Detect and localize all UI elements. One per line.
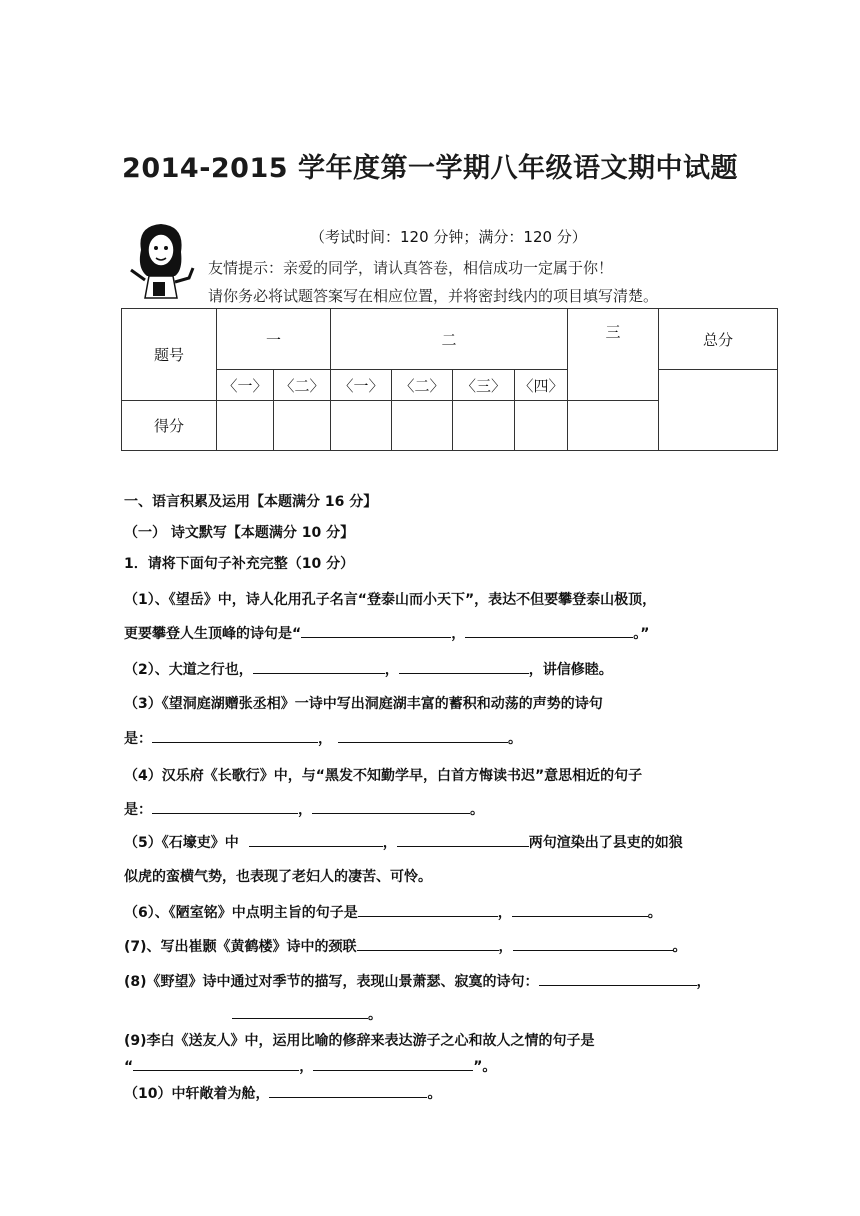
score-table-group-3: 三 — [568, 309, 659, 401]
score-table-sub-header: 〈二〉 — [274, 370, 331, 401]
question-line: 是： ， 。 — [124, 799, 484, 819]
score-cell[interactable] — [217, 401, 274, 451]
answer-blank[interactable] — [465, 623, 633, 638]
section-heading: 一、语言积累及运用【本题满分 16 分】 — [124, 494, 378, 510]
score-table-total: 总分 — [659, 309, 778, 370]
score-table-sub-header: 〈三〉 — [453, 370, 515, 401]
answer-blank[interactable] — [312, 799, 470, 814]
question-line: 。 — [124, 1004, 382, 1024]
question-line: （6）、《陋室铭》中点明主旨的句子是 ， 。 — [124, 902, 662, 922]
score-cell-total[interactable] — [659, 370, 778, 451]
score-cell[interactable] — [568, 401, 659, 451]
score-table-group-1: 一 — [217, 309, 331, 370]
answer-blank[interactable] — [338, 728, 508, 743]
score-table-sub-header: 〈一〉 — [331, 370, 392, 401]
score-cell[interactable] — [274, 401, 331, 451]
answer-blank[interactable] — [232, 1004, 368, 1019]
question-line: “ ， ”。 — [124, 1056, 496, 1076]
score-table-sub-header: 〈一〉 — [217, 370, 274, 401]
exam-info: （考试时间：120 分钟；满分：120 分） — [310, 228, 587, 246]
question-line: (7)、写出崔颢《黄鹤楼》诗中的颈联 ， 。 — [124, 936, 687, 956]
score-table — [121, 308, 778, 451]
question-line: （5）《石壕吏》中 ， 两句渲染出了县吏的如狼 — [124, 832, 683, 852]
question-line: （10）中轩敞着为舱， 。 — [124, 1083, 441, 1103]
question-line: （3）《望洞庭湖赠张丞相》一诗中写出洞庭湖丰富的蓄积和动荡的声势的诗句 — [124, 696, 603, 712]
score-cell[interactable] — [331, 401, 392, 451]
score-cell[interactable] — [453, 401, 515, 451]
answer-blank[interactable] — [539, 971, 697, 986]
score-table-label-item: 题号 — [122, 309, 217, 401]
answer-blank[interactable] — [152, 728, 318, 743]
score-table-sub-header: 〈四〉 — [515, 370, 568, 401]
score-table-sub-header: 〈二〉 — [392, 370, 453, 401]
friendly-tip: 友情提示：亲爱的同学，请认真答卷，相信成功一定属于你！ — [208, 259, 614, 277]
question-intro: 1．请将下面句子补充完整（10 分） — [124, 556, 355, 572]
question-line: （2）、大道之行也， ， ，讲信修睦。 — [124, 659, 613, 679]
student-cartoon-icon — [123, 220, 199, 300]
question-line: （1）、《望岳》中，诗人化用孔子名言“登泰山而小天下”，表达不但要攀登泰山极顶， — [124, 592, 657, 608]
answer-blank[interactable] — [133, 1056, 299, 1071]
answer-blank[interactable] — [358, 902, 498, 917]
score-cell[interactable] — [392, 401, 453, 451]
question-line: 似虎的蛮横气势，也表现了老妇人的凄苦、可怜。 — [124, 869, 432, 885]
answer-blank[interactable] — [313, 1056, 473, 1071]
answer-blank[interactable] — [399, 659, 529, 674]
answer-blank[interactable] — [301, 623, 451, 638]
answer-blank[interactable] — [513, 936, 673, 951]
question-line: 更要攀登人生顶峰的诗句是“ ， 。” — [124, 623, 649, 643]
question-line: （4）汉乐府《长歌行》中，与“黑发不知勤学早，白首方悔读书迟”意思相近的句子 — [124, 768, 643, 784]
score-table-group-2: 二 — [331, 309, 568, 370]
answer-blank[interactable] — [152, 799, 298, 814]
question-line: (8)《野望》诗中通过对季节的描写，表现山景萧瑟、寂寞的诗句： ， — [124, 971, 711, 991]
answer-blank[interactable] — [512, 902, 648, 917]
sub-section-heading: （一） 诗文默写【本题满分 10 分】 — [124, 525, 355, 541]
question-line: (9)李白《送友人》中，运用比喻的修辞来表达游子之心和故人之情的句子是 — [124, 1033, 595, 1049]
score-cell[interactable] — [515, 401, 568, 451]
question-line: 是： ， 。 — [124, 728, 522, 748]
answer-blank[interactable] — [249, 832, 383, 847]
answer-blank[interactable] — [397, 832, 529, 847]
exam-title: 2014-2015 学年度第一学期八年级语文期中试题 — [122, 153, 738, 184]
answer-blank[interactable] — [269, 1083, 427, 1098]
answer-blank[interactable] — [357, 936, 499, 951]
answer-blank[interactable] — [253, 659, 385, 674]
instruction-tip: 请你务必将试题答案写在相应位置，并将密封线内的项目填写清楚。 — [208, 287, 659, 305]
score-table-label-score: 得分 — [122, 401, 217, 451]
